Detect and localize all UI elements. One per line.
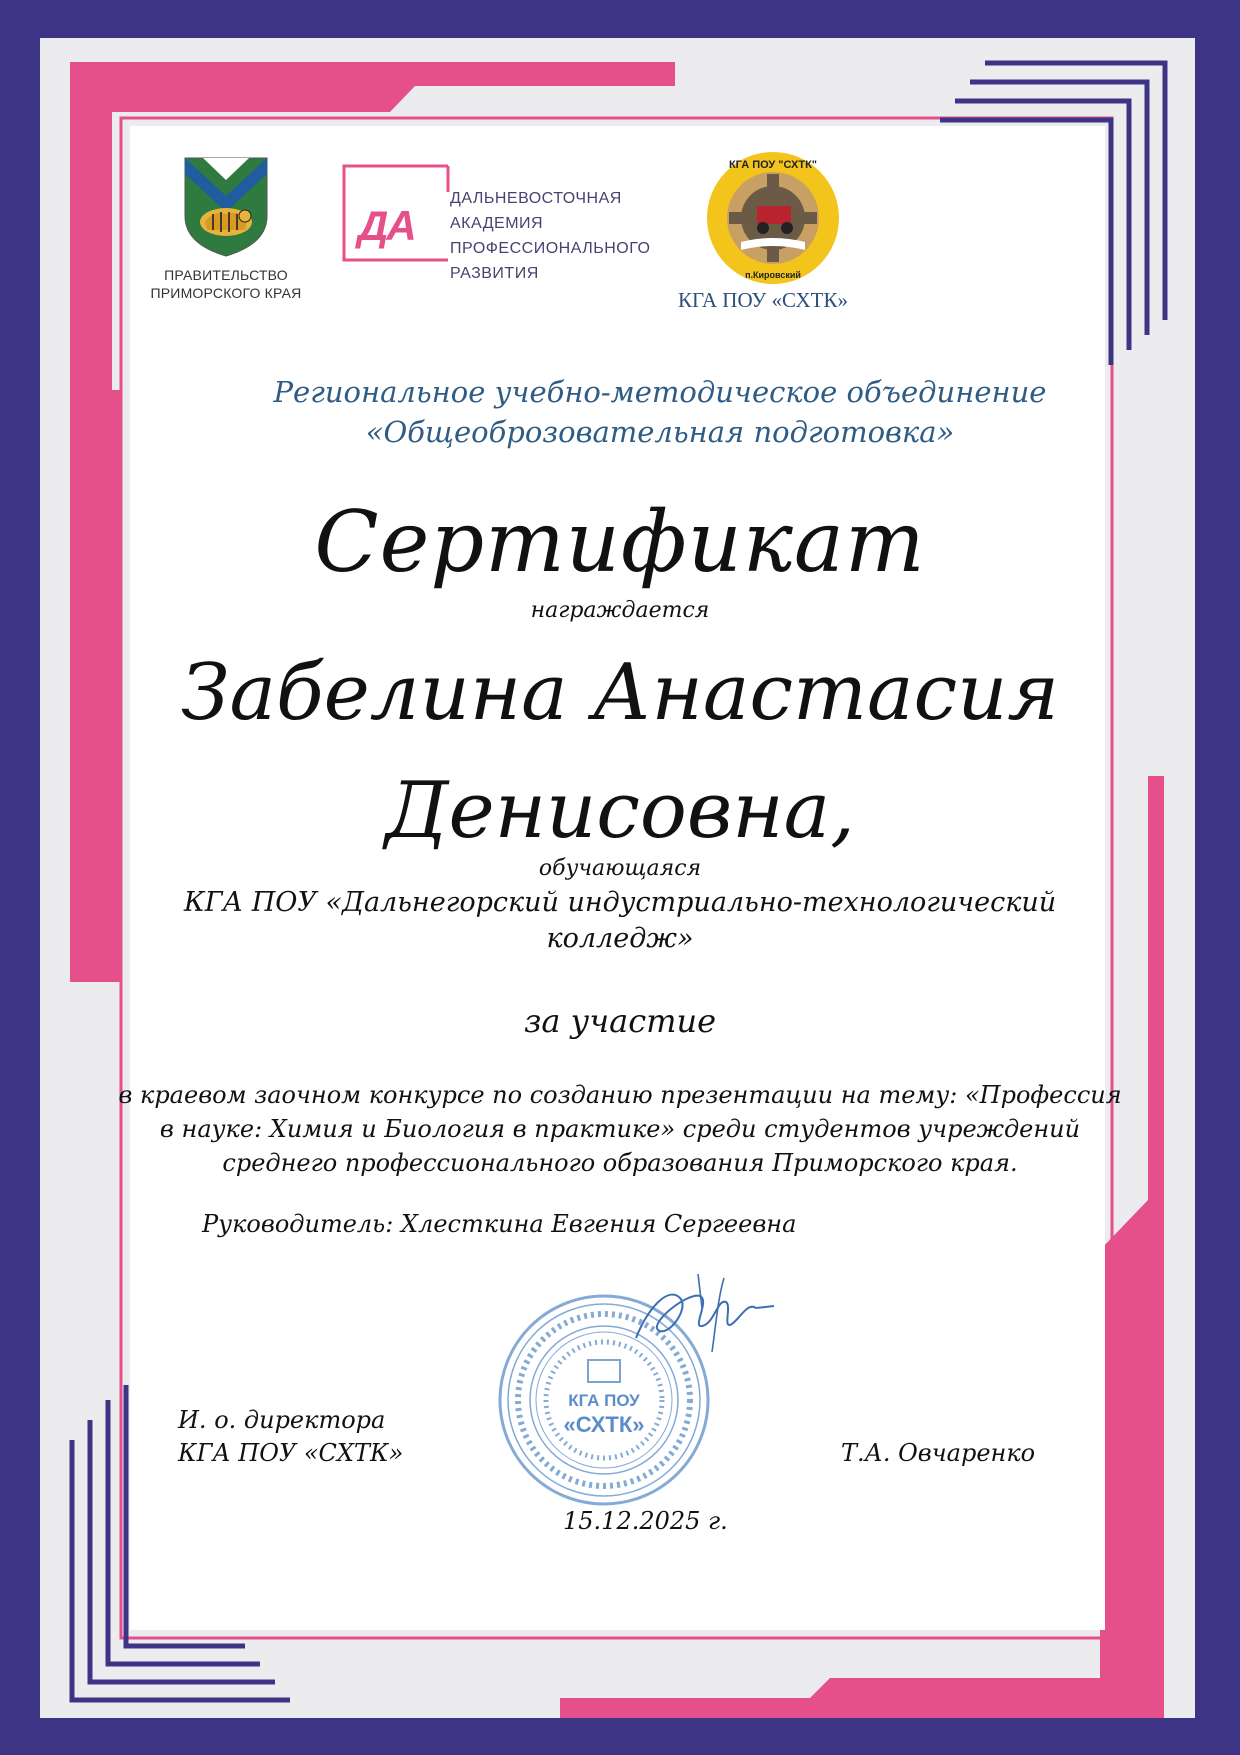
supervisor: Руководитель: Хлесткина Евгения Сергеевна <box>202 1210 797 1238</box>
academy-line2: АКАДЕМИЯ <box>450 215 544 232</box>
handwritten-signature <box>628 1268 778 1358</box>
awarded-label: награждается <box>530 598 710 623</box>
primorye-coat-of-arms-icon <box>183 156 269 258</box>
description-line2: в науке: Химия и Биология в практике» среди студентов учреждений <box>159 1115 1081 1143</box>
certificate-title: Сертификат <box>314 493 926 591</box>
organization-line1: Региональное учебно-методическое объединение <box>273 375 1047 409</box>
institution-name <box>0 885 1240 957</box>
college-caption: КГА ПОУ «СХТК» <box>678 288 849 312</box>
college-emblem-bottom-text: п.Кировский <box>745 270 801 280</box>
for-participation: за участие <box>523 1002 717 1040</box>
stamp-center-line1: КГА ПОУ <box>568 1391 640 1410</box>
government-caption-line1: ПРАВИТЕЛЬСТВО <box>164 267 288 283</box>
recipient-name <box>0 634 1240 870</box>
academy-logo-mark: ДА <box>358 202 415 249</box>
institution-line1: КГА ПОУ «Дальнегорский индустриально-технологический <box>183 887 1057 918</box>
recipient-name-line2: Денисовна, <box>385 766 855 856</box>
recipient-name-line1: Забелина Анастасия <box>180 648 1060 738</box>
stamp-center-line2: «СХТК» <box>563 1412 645 1437</box>
signer-position-line2: КГА ПОУ «СХТК» <box>178 1439 404 1467</box>
government-caption-line2: ПРИМОРСКОГО КРАЯ <box>150 285 302 301</box>
government-logo-caption <box>150 266 302 302</box>
description-line1: в краевом заочном конкурсе по созданию презентации на тему: «Профессия <box>118 1081 1122 1109</box>
frame-pink-right-wedge <box>1100 1200 1148 1690</box>
organization-name <box>40 372 1240 452</box>
organization-line2: «Общеоброзовательная подготовка» <box>365 415 955 449</box>
certificate-date: 15.12.2025 г. <box>563 1507 728 1535</box>
signer-position-line1: И. о. директора <box>178 1406 386 1434</box>
academy-name <box>450 186 650 286</box>
contest-description <box>0 1078 1240 1180</box>
academy-line1: ДАЛЬНЕВОСТОЧНАЯ <box>450 190 622 207</box>
academy-line4: РАЗВИТИЯ <box>450 265 539 282</box>
college-emblem-top-text: КГА ПОУ "СХТК" <box>728 159 818 171</box>
academy-line3: ПРОФЕССИОНАЛЬНОГО <box>450 240 651 257</box>
description-line3: среднего профессионального образования Приморского края. <box>222 1149 1018 1177</box>
college-emblem-icon <box>705 150 841 286</box>
student-status: обучающаяся <box>538 856 702 881</box>
signer-position <box>178 1404 403 1470</box>
institution-line2: колледж» <box>546 923 694 954</box>
signer-name: Т.А. Овчаренко <box>841 1439 1036 1467</box>
